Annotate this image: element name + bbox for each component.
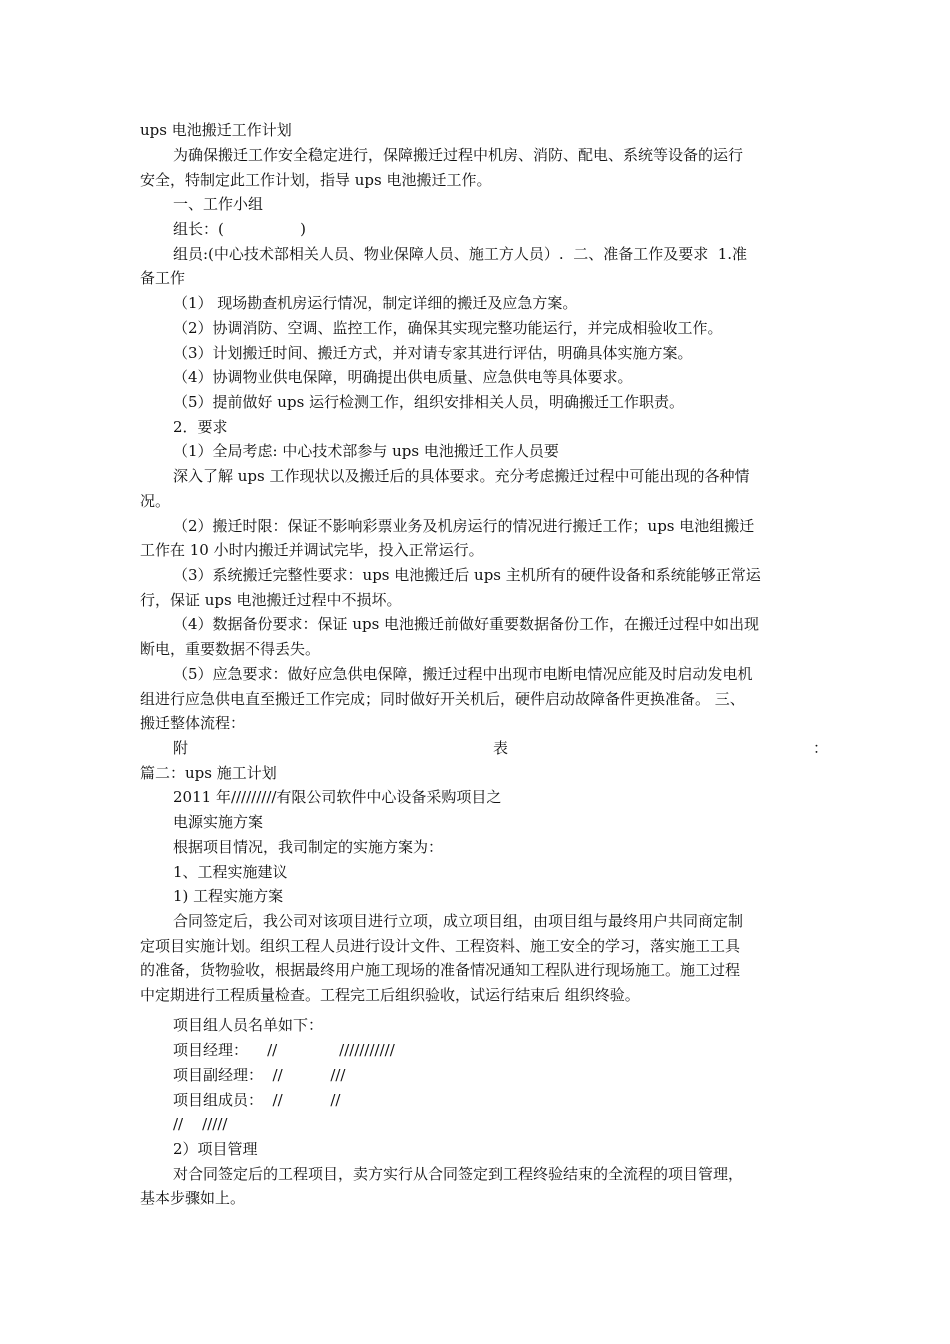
annex-label-c: ：	[812, 739, 828, 757]
part-two-line-3: 根据项目情况，我司制定的实施方案为：	[173, 838, 444, 856]
part-two-line-5: 1) 工程实施方案	[173, 887, 284, 905]
requirement-5-line-3: 搬迁整体流程：	[140, 714, 246, 732]
slashes-line: // /////	[173, 1115, 228, 1133]
section-heading-work-group: 一、工作小组	[173, 195, 264, 213]
prep-item-3: （3）计划搬迁时间、搬迁方式，并对请专家其进行评估，明确具体实施方案。	[173, 344, 693, 362]
requirement-1: （1）全局考虑: 中心技术部参与 ups 电池搬迁工作人员要	[173, 442, 559, 460]
prep-item-2: （2）协调消防、空调、监控工作，确保其实现完整功能运行，并完成相验收工作。	[173, 319, 723, 337]
part-two-paragraph-line-3: 的准备，货物验收，根据最终用户施工现场的准备情况通知工程队进行现场施工。施工过程	[140, 961, 741, 979]
project-management-line-1: 对合同签定后的工程项目，卖方实行从合同签定到工程终验结束的全流程的项目管理，	[173, 1165, 744, 1183]
doc-title: ups 电池搬迁工作计划	[140, 121, 292, 139]
requirement-1-detail-line-1: 深入了解 ups 工作现状以及搬迁后的具体要求。充分考虑搬迁过程中可能出现的各种情	[173, 467, 750, 485]
requirement-3-line-1: （3）系统搬迁完整性要求：ups 电池搬迁后 ups 主机所有的硬件设备和系统能够正常运	[173, 566, 761, 584]
project-management-heading: 2）项目管理	[173, 1140, 258, 1158]
requirement-5-line-2: 组进行应急供电直至搬迁工作完成；同时做好开关机后，硬件启动故障备件更换准备。 三、	[140, 690, 745, 708]
deputy-manager-line: 项目副经理： // ///	[173, 1066, 346, 1084]
group-members-line-1: 组员:(中心技术部相关人员、物业保障人员、施工方人员）. 二、准备工作及要求 1.准	[173, 245, 748, 263]
prep-item-5: （5）提前做好 ups 运行检测工作，组织安排相关人员，明确搬迁工作职责。	[173, 393, 685, 411]
requirement-2-line-1: （2）搬迁时限：保证不影响彩票业务及机房运行的情况进行搬迁工作；ups 电池组搬迁	[173, 517, 755, 535]
requirement-3-line-2: 行，保证 ups 电池搬迁过程中不损坏。	[140, 591, 402, 609]
prep-item-1: （1） 现场勘查机房运行情况，制定详细的搬迁及应急方案。	[173, 294, 578, 312]
annex-label-a: 附	[173, 739, 189, 757]
part-two-paragraph-line-2: 定项目实施计划。组织工程人员进行设计文件、工程资料、施工安全的学习，落实施工工具	[140, 937, 741, 955]
requirement-4-line-2: 断电，重要数据不得丢失。	[140, 640, 321, 658]
part-two-title: 篇二：ups 施工计划	[140, 764, 277, 782]
prep-item-4: （4）协调物业供电保障，明确提出供电质量、应急供电等具体要求。	[173, 368, 633, 386]
part-two-paragraph-line-4: 中定期进行工程质量检查。工程完工后组织验收，试运行结束后 组织终验。	[140, 986, 640, 1004]
requirement-1-detail-line-2: 况。	[140, 492, 171, 510]
intro-paragraph-line-1: 为确保搬迁工作安全稳定进行，保障搬迁过程中机房、消防、配电、系统等设备的运行	[173, 146, 744, 164]
part-two-line-1: 2011 年/////////有限公司软件中心设备采购项目之	[173, 788, 502, 806]
part-two-line-2: 电源实施方案	[173, 813, 264, 831]
team-members-line: 项目组成员： // //	[173, 1091, 341, 1109]
requirement-4-line-1: （4）数据备份要求：保证 ups 电池搬迁前做好重要数据备份工作，在搬迁过程中如出现	[173, 615, 760, 633]
project-manager-line: 项目经理： // ///////////	[173, 1041, 395, 1059]
team-list-heading: 项目组人员名单如下：	[173, 1016, 324, 1034]
annex-table-line	[140, 738, 828, 758]
requirement-2-line-2: 工作在 10 小时内搬迁并调试完毕，投入正常运行。	[140, 541, 484, 559]
requirements-heading: 2．要求	[173, 418, 228, 436]
group-members-line-2: 备工作	[140, 269, 186, 287]
intro-paragraph-line-2: 安全，特制定此工作计划，指导 ups 电池搬迁工作。	[140, 171, 492, 189]
part-two-line-4: 1、工程实施建议	[173, 863, 288, 881]
annex-label-b: 表	[492, 739, 508, 757]
part-two-paragraph-line-1: 合同签定后，我公司对该项目进行立项，成立项目组，由项目组与最终用户共同商定制	[173, 912, 744, 930]
group-leader-line: 组长：( )	[173, 220, 306, 238]
project-management-line-2: 基本步骤如上。	[140, 1189, 246, 1207]
requirement-5-line-1: （5）应急要求：做好应急供电保障，搬迁过程中出现市电断电情况应能及时启动发电机	[173, 665, 753, 683]
